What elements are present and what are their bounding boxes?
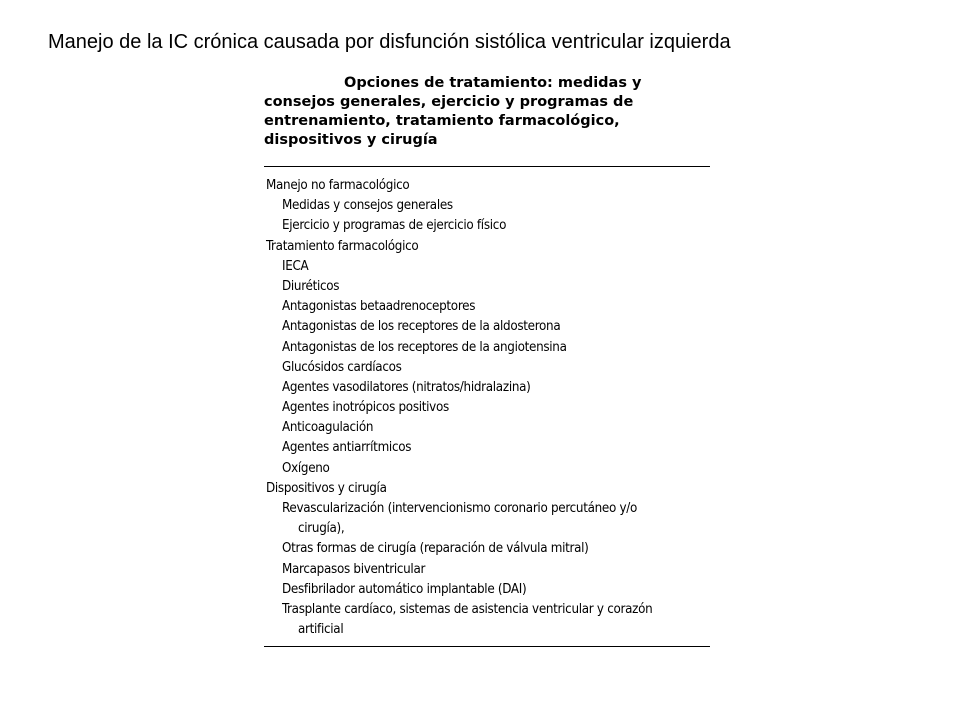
treatment-item: Desfibrilador automático implantable (DAI): [282, 581, 527, 597]
category-row: Tratamiento farmacológico: [266, 238, 419, 254]
continuation-row: cirugía),: [298, 521, 345, 537]
treatment-item: Diuréticos: [282, 278, 340, 294]
treatment-item: Antagonistas de los receptores de la aldosterona: [282, 319, 561, 335]
treatment-item: Marcapasos biventricular: [282, 561, 426, 577]
treatment-item: Trasplante cardíaco, sistemas de asistencia ventricular y corazón: [282, 601, 653, 617]
table-heading-line: Opciones de tratamiento: medidas y: [344, 75, 642, 91]
treatment-item: IECA: [282, 258, 309, 274]
treatment-item: Otras formas de cirugía (reparación de válvula mitral): [282, 541, 589, 557]
table-rows: [264, 167, 710, 640]
category-row: Dispositivos y cirugía: [266, 480, 387, 496]
treatment-item: Agentes antiarrítmicos: [282, 440, 412, 456]
treatment-item: Antagonistas betaadrenoceptores: [282, 299, 476, 315]
treatment-item: Agentes inotrópicos positivos: [282, 400, 449, 416]
treatment-item: Glucósidos cardíacos: [282, 359, 402, 375]
treatment-item: Ejercicio y programas de ejercicio físico: [282, 218, 507, 234]
treatment-item: Anticoagulación: [282, 420, 374, 436]
table-heading-line: consejos generales, ejercicio y programas de: [264, 94, 634, 110]
slide-title: Manejo de la IC crónica causada por disfunción sistólica ventricular izquierda: [48, 31, 731, 53]
treatment-item: Agentes vasodilatores (nitratos/hidralazina): [282, 379, 531, 395]
treatment-item: Oxígeno: [282, 460, 330, 476]
treatment-item: Antagonistas de los receptores de la angiotensina: [282, 339, 567, 355]
table-bottom-rule: [264, 646, 710, 647]
treatment-item: Revascularización (intervencionismo coronario percutáneo y/o: [282, 501, 638, 516]
table-heading: [264, 74, 710, 159]
treatment-options-table: [264, 74, 710, 647]
table-heading-line: entrenamiento, tratamiento farmacológico,: [264, 113, 620, 129]
category-row: Manejo no farmacológico: [266, 178, 410, 193]
continuation-row: artificial: [298, 622, 344, 638]
table-heading-line: dispositivos y cirugía: [264, 132, 438, 148]
treatment-item: Medidas y consejos generales: [282, 198, 453, 214]
